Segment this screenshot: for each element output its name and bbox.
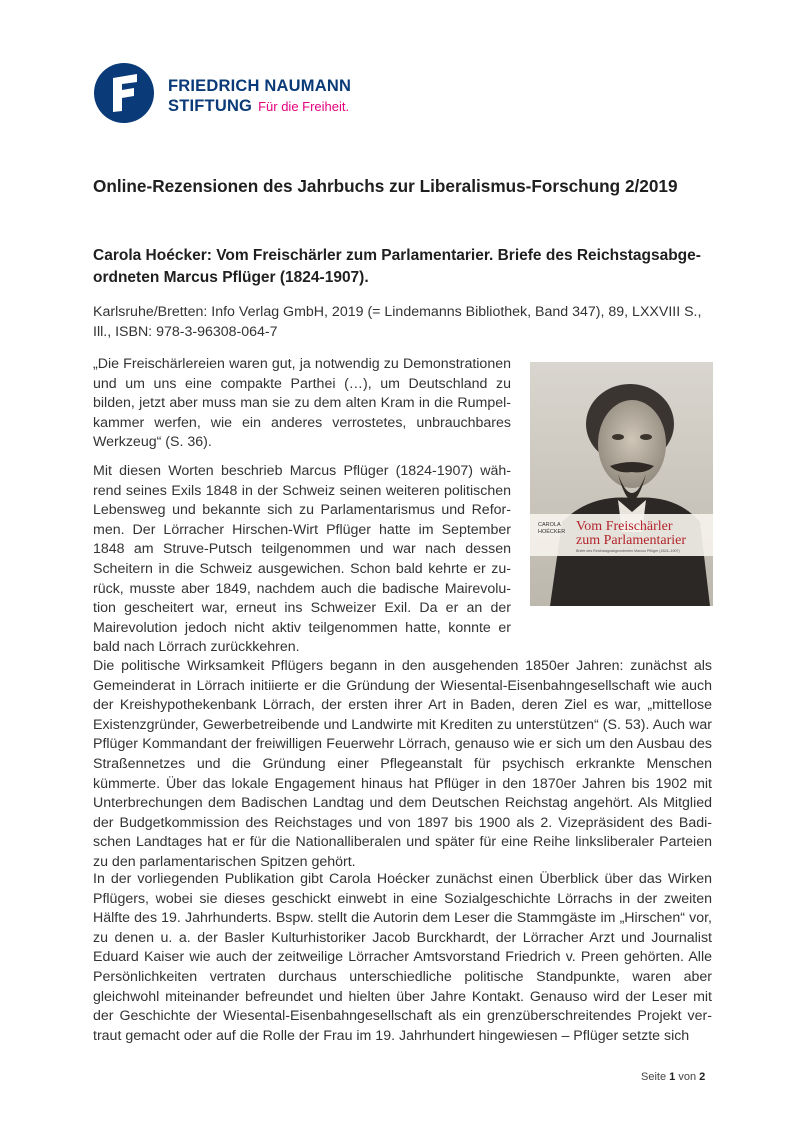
footer-middle: von bbox=[678, 1071, 697, 1083]
portrait-illustration bbox=[530, 362, 713, 606]
cover-title-line1: Vom Freischärler bbox=[576, 519, 673, 534]
bibliographic-info: Karlsruhe/Bretten: Info Verlag GmbH, 2019 (= Lindemanns Bibliothek, Band 347), 89, LXXVIII S., Ill., ISBN: 978-3-96308-064-7 bbox=[93, 304, 702, 340]
paragraph-quote: „Die Freischärlereien waren gut, ja notwendig zu Demonstrationen und um uns eine compakte Parthei (…), um Deutschland zu bilden, jetzt aber muss man sie zu dem alten Kram in die Rumpelkammer werfen, wie ein anderes verrostetes, unbrauchbares Werkzeug“ (S. 36). bbox=[93, 356, 511, 451]
cover-title-line2: zum Parlamentarier bbox=[576, 533, 687, 548]
paragraph-political-career: Die politische Wirksamkeit Pflügers begann in den ausgehenden 1850er Jahren: zunächst als Gemeinderat in Lörrach initiierte er die Gründung der Wiesental-Eisenbahngesellschaft wie auch der Kreishypothekenbank Lörrach, der ersten ihrer Art in Baden, deren Ziel es war, „mittellose Existenzgründer, Gewerbetreibende und Landwirte mit Krediten zu unterstützen“ (S. 53). Auch war Pflüger Kommandant der freiwilligen Feuerwehr Lörrach, genauso wie er sich um den Ausbau des Straßennetzes und die Gründung einer Pflegeanstalt für psychisch erkrankte Menschen kümmerte. Über das lokale Engagement hinaus hat Pflüger in den 1870er Jahren bis 1902 mit Unterbrechungen dem Badischen Landtag und dem Deutschen Reichstag angehört. Als Mitglied der Budgetkommission des Reichstages und von 1897 bis 1900 als 2. Vizepräsident des Badischen Landtages hat er für die Nationalliberalen und später für eine Reihe linksliberaler Parteien zu den parlamentarischen Spitzen gehört. bbox=[93, 658, 712, 870]
logo-mark-icon bbox=[93, 62, 155, 124]
logo-slogan: Für die Freiheit. bbox=[258, 99, 350, 114]
foundation-logo bbox=[93, 62, 363, 128]
cover-author-line1: CAROLA bbox=[538, 522, 561, 528]
footer-page-total: 2 bbox=[699, 1071, 706, 1083]
page-footer bbox=[641, 1071, 705, 1083]
logo-name-line1: FRIEDRICH NAUMANN bbox=[168, 77, 352, 95]
paragraph-biography: Mit diesen Worten beschrieb Marcus Pflüger (1824-1907) während seines Exils 1848 in der Schweiz seinen weiteren politischen Lebensweg und bekannte sich zu Parlamentarismus und Reformen. Der Lörracher Hirschen-Wirt Pflüger hatte im September 1848 am Struve-Putsch teilgenommen und war nach dessen Scheitern in die Schweiz ausgewichen. Schon bald kehrte er zurück, musste aber 1849, nachdem auch die badische Mairevolution gescheitert war, erneut ins Schweizer Exil. Da er an der Mairevolution jedoch nicht aktiv teilgenommen hatte, konnte er bald nach Lörrach zurückkehren. bbox=[93, 463, 511, 656]
cover-author-line2: HOÉCKER bbox=[538, 529, 566, 535]
cover-subtitle: Briefe des Reichstagsabgeordneten Marcus Pflüger (1824–1907) bbox=[576, 549, 680, 553]
document-title: Online-Rezensionen des Jahrbuchs zur Liberalismus-Forschung 2/2019 bbox=[93, 176, 678, 196]
paragraph-publication-overview: In der vorliegenden Publikation gibt Carola Hoécker zunächst einen Überblick über das Wirken Pflügers, wobei sie dieses geschickt einwebt in eine Sozialgeschichte Lörrachs in der zweiten Hälfte des 19. Jahrhunderts. Bspw. stellt die Autorin dem Leser die Stammgäste im „Hirschen“ vor, zu denen u. a. der Basler Kulturhistoriker Jacob Burckhardt, der Lörracher Arzt und Journalist Eduard Kaiser wie auch der zeitweilige Lörracher Amtsvorstand Friedrich v. Preen gehörten. Alle Persönlichkeiten vertraten durchaus unterschiedliche politische Standpunkte, waren aber gleichwohl miteinander befreundet und hielten über Jahre Kontakt. Genauso wird der Leser mit der Geschichte der Wiesental-Eisenbahngesellschaft als ein grenzüberschreitendes Projekt vertraut gemacht oder auf die Rolle der Frau im 19. Jahrhundert hingewiesen – Pflüger setzte sich bbox=[93, 871, 712, 1044]
review-subtitle: Carola Hoécker: Vom Freischärler zum Parlamentarier. Briefe des Reichstagsabgeordneten Marcus Pflüger (1824-1907). bbox=[93, 247, 701, 286]
footer-page-number: 1 bbox=[669, 1071, 676, 1083]
footer-prefix: Seite bbox=[641, 1071, 667, 1083]
logo-name-line2: STIFTUNG bbox=[168, 97, 253, 115]
book-cover-image bbox=[530, 362, 713, 606]
